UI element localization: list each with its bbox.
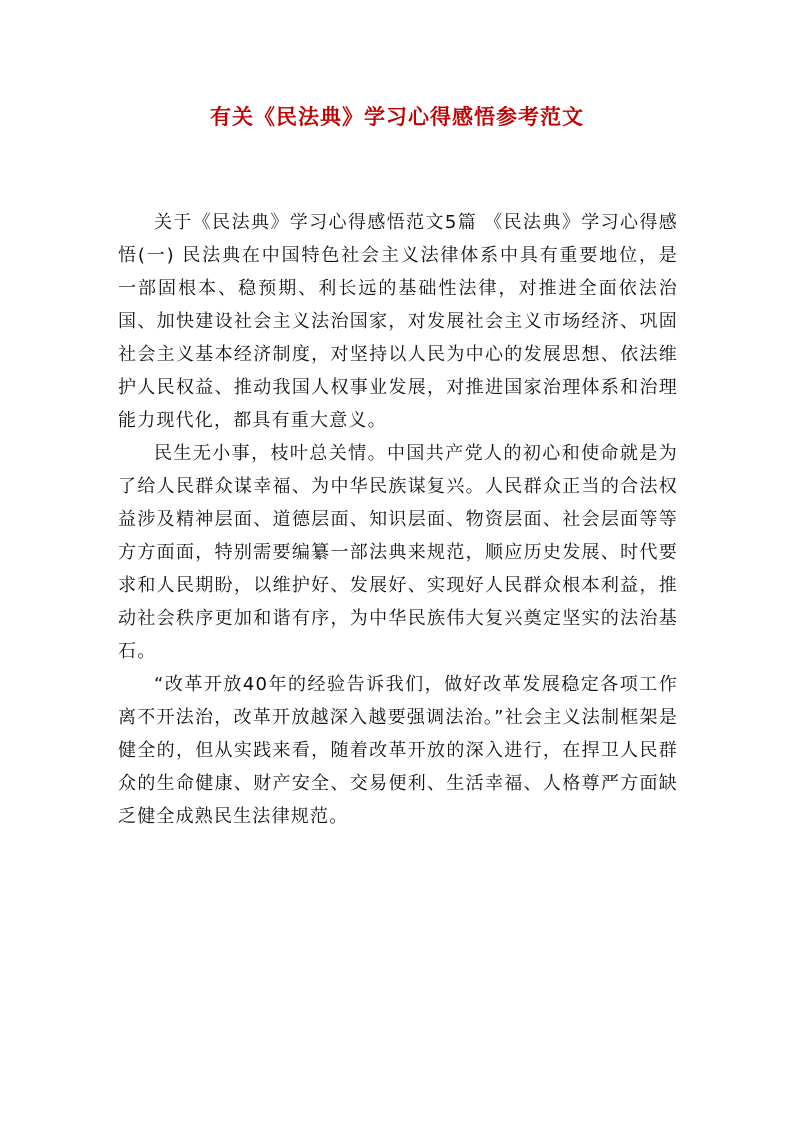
document-body: [118, 206, 678, 833]
paragraph-3: “改革开放40年的经验告诉我们，做好改革发展稳定各项工作离不开法治，改革开放越深入越要强调法治。”社会主义法制框架是健全的，但从实践来看，随着改革开放的深入进行，在捍卫人民群众的生命健康、财产安全、交易便利、生活幸福、人格尊严方面缺乏健全成熟民生法律规范。: [118, 674, 678, 827]
document-title: 有关《民法典》学习心得感悟参考范文: [210, 104, 584, 129]
paragraph-1: 关于《民法典》学习心得感悟范文5篇 《民法典》学习心得感悟(一) 民法典在中国特色社会主义法律体系中具有重要地位，是一部固根本、稳预期、利长远的基础性法律，对推进全面依法治国、加快建设社会主义法治国家，对发展社会主义市场经济、巩固社会主义基本经济制度，对坚持以人民为中心的发展思想、依法维护人民权益、推动我国人权事业发展，对推进国家治理体系和治理能力现代化，都具有重大意义。: [118, 212, 678, 431]
paragraph-2: 民生无小事，枝叶总关情。中国共产党人的初心和使命就是为了给人民群众谋幸福、为中华民族谋复兴。人民群众正当的合法权益涉及精神层面、道德层面、知识层面、物资层面、社会层面等等方方面面，特别需要编纂一部法典来规范，顺应历史发展、时代要求和人民期盼，以维护好、发展好、实现好人民群众根本利益，推动社会秩序更加和谐有序，为中华民族伟大复兴奠定坚实的法治基石。: [118, 443, 678, 662]
